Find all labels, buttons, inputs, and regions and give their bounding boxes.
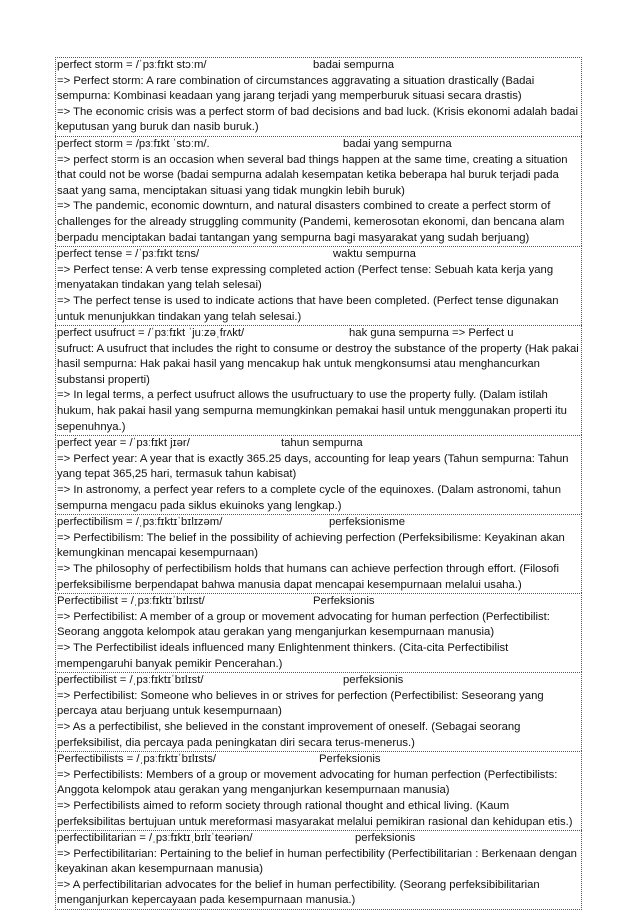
entry-example: => The economic crisis was a perfect storm of bad decisions and bad luck. (Krisis ekonomi adalah badai keputusan yang buruk dan nasib buruk.) xyxy=(57,105,578,134)
entry-perfectibilist xyxy=(55,672,582,751)
entry-headword xyxy=(57,58,580,74)
headword-pronunciation: perfectibilitarian = /ˌpɜːfɪktɪˌbɪlɪˈteəriən/ xyxy=(57,832,253,845)
headword-translation: tahun sempurna xyxy=(281,437,363,450)
entry-headword xyxy=(57,594,580,610)
entry-headword xyxy=(57,247,580,263)
entry-example: => The pandemic, economic downturn, and natural disasters combined to create a perfect storm of challenges for the already struggling community (Pandemi, kemerosotan ekonomi, dan bencana alam berpadu menciptakan badai tantangan yang sempurna bagi masyarakat yang sudah berjuang) xyxy=(57,200,565,244)
headword-translation: perfeksionis xyxy=(355,832,416,845)
entry-example: => The perfect tense is used to indicate actions that have been completed. (Perfect tense digunakan untuk menunjukkan tindakan yang telah selesai.) xyxy=(57,294,559,323)
headword-pronunciation: Perfectibilists = /ˌpɜːfɪktɪˈbɪlɪsts/ xyxy=(57,753,217,766)
headword-pronunciation: perfect tense = /ˈpɜːfɪkt tɛns/ xyxy=(57,248,200,261)
entry-perfect-storm-2 xyxy=(55,136,582,246)
entry-definition: => Perfectibilist: Someone who believes in or strives for perfection (Perfectibilist: Seseorang yang percaya atau berjuang untuk kesempurnaan) xyxy=(57,689,544,718)
entry-definition: => Perfectibilist: A member of a group or movement advocating for human perfection (Perfectibilist: Seorang anggota kelompok atau gerakan yang menganjurkan kesempurnaan manusia) xyxy=(57,610,550,639)
entry-definition: => Perfectibilists: Members of a group or movement advocating for human perfection (Perfectibilists: Anggota kelompok atau gerakan yang menganjurkan kesempurnaan manusia) xyxy=(57,768,558,797)
headword-translation: badai yang sempurna xyxy=(343,137,452,150)
entry-definition: => Perfect storm: A rare combination of circumstances aggravating a situation drastically (Badai sempurna: Kombinasi keadaan yang jarang terjadi yang memperburuk situasi secara drastis) xyxy=(57,74,535,103)
entry-perfectibilism xyxy=(55,514,582,593)
dictionary-page xyxy=(55,57,582,910)
headword-translation: Perfeksionis xyxy=(313,595,375,608)
entry-definition: => Perfectibilism: The belief in the possibility of achieving perfection (Perfeksibilisme: Keyakinan akan kemungkinan mencapai kesempurnaan) xyxy=(57,531,565,560)
entry-example: => As a perfectibilist, she believed in the constant improvement of oneself. (Sebagai seorang perfeksibilist, dia percaya pada peningkatan diri secara terus-menerus.) xyxy=(57,720,521,749)
headword-pronunciation: Perfectibilist = /ˌpɜːfɪktɪˈbɪlɪst/ xyxy=(57,595,205,608)
headword-translation: waktu sempurna xyxy=(333,248,416,261)
entry-headword xyxy=(57,752,580,768)
entry-example: => The philosophy of perfectibilism holds that humans can achieve perfection through effort. (Filosofi perfeksibilisme berpendapat bahwa manusia dapat mencapai kesempurnaan melalui usaha.) xyxy=(57,563,559,591)
headword-translation: badai sempurna xyxy=(313,59,395,71)
entry-headword xyxy=(57,137,580,153)
entry-example: => The Perfectibilist ideals influenced many Enlightenment thinkers. (Cita-cita Perfectibilist mempengaruhi banyak pemikir Pencerahan.) xyxy=(57,641,509,670)
entry-headword xyxy=(57,515,580,531)
entry-definition: sufruct: A usufruct that includes the right to consume or destroy the substance of the property (Hak pakai hasil sempurna: Hak pakai hasil yang mencakup hak untuk mengkonsumsi atau menghancurkan substansi properti) xyxy=(57,342,579,386)
entry-perfect-tense xyxy=(55,246,582,325)
entry-definition: => Perfectibilitarian: Pertaining to the belief in human perfectibility (Perfectibilitarian : Berkenaan dengan keyakinan akan kesempurnaan manusia) xyxy=(57,847,577,876)
entry-perfectibilist-capitalized xyxy=(55,593,582,672)
entry-example: => A perfectibilitarian advocates for the belief in human perfectibility. (Seorang perfeksibibilitarian menganjurkan kepercayaan pada kesempurnaan manusia.) xyxy=(57,878,540,907)
entry-example: => In astronomy, a perfect year refers to a complete cycle of the equinoxes. (Dalam astronomi, tahun sempurna mengacu pada siklus ekuinoks yang lengkap.) xyxy=(57,484,562,512)
headword-translation: hak guna sempurna => Perfect u xyxy=(349,327,514,340)
entry-definition: => perfect storm is an occasion when several bad things happen at the same time, creating a situation that could not be worse (badai sempurna adalah kesempatan ketika beberapa hal buruk terjadi pada saat yang sama, menciptakan situasi yang tidak mungkin lebih buruk) xyxy=(57,153,568,197)
entry-perfectibilists xyxy=(55,751,582,830)
headword-pronunciation: perfect storm = /pɜːfɪkt ˈstɔːm/. xyxy=(57,137,210,150)
entry-headword xyxy=(57,436,580,452)
entry-example: => In legal terms, a perfect usufruct allows the usufructuary to use the property fully. (Dalam istilah hukum, hak pakai hasil yang sempurna memungkinkan pemakai hasil untuk menggunakan properti itu sepenuhnya.) xyxy=(57,389,567,433)
entry-definition: => Perfect tense: A verb tense expressing completed action (Perfect tense: Sebuah kata kerja yang menyatakan tindakan yang telah selesai) xyxy=(57,263,554,292)
entry-perfect-storm-1 xyxy=(55,57,582,136)
entry-headword xyxy=(57,831,580,847)
headword-pronunciation: perfectibilist = /ˌpɜːfɪktɪˈbɪlɪst/ xyxy=(57,674,204,687)
headword-translation: Perfeksionis xyxy=(319,753,381,766)
headword-pronunciation: perfect storm = /ˈpɜːfɪkt stɔːm/ xyxy=(57,59,207,71)
entry-headword xyxy=(57,673,580,689)
entry-perfect-year xyxy=(55,435,582,514)
headword-translation: perfeksionisme xyxy=(329,516,405,529)
entry-definition: => Perfect year: A year that is exactly 365.25 days, accounting for leap years (Tahun sempurna: Tahun yang tepat 365,25 hari, termasuk tahun kabisat) xyxy=(57,452,569,481)
headword-pronunciation: perfectibilism = /ˌpɜːfɪktɪˈbɪlɪzəm/ xyxy=(57,516,223,529)
entry-headword xyxy=(57,326,580,342)
entry-perfectibilitarian xyxy=(55,830,582,910)
entry-example: => Perfectibilists aimed to reform society through rational thought and ethical living. (Kaum perfeksibilitas bertujuan untuk mereformasi masyarakat melalui pemikiran rasional dan kehidupan etis.) xyxy=(57,799,573,828)
entry-perfect-usufruct xyxy=(55,325,582,435)
headword-pronunciation: perfect year = /ˈpɜːfɪkt jɪər/ xyxy=(57,437,190,450)
headword-translation: perfeksionis xyxy=(343,674,404,687)
headword-pronunciation: perfect usufruct = /ˈpɜːfɪkt ˈjuːzəˌfrʌkt/ xyxy=(57,327,245,340)
